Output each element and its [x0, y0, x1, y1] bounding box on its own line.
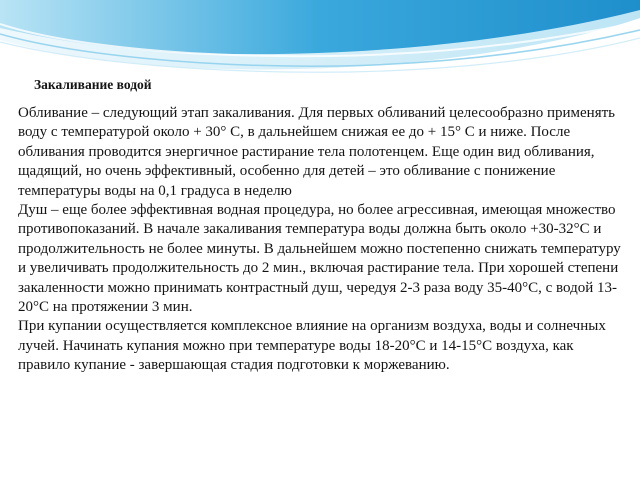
paragraph-obливание: Обливание – следующий этап закаливания. Для первых обливаний целесообразно применять воду с температурой около + 30° С, в дальнейшем снижая ее до + 15° С и ниже. После обливания проводится энергичное растирание тела полотенцем. Еще один вид обливания, щадящий, но очень эффективный, особенно для детей – это обливание с понижение температуры воды на 0,1 градуса в неделю: [18, 105, 615, 199]
slide-title: Закаливание водой: [34, 77, 152, 92]
paragraph-dush: Душ – еще более эффективная водная процедура, но более агрессивная, имеющая множество противопоказаний. В начале закаливания температура воды должна быть около +30-32°С и продолжительность не более минуты. В дальнейшем можно постепенно снижать температуру и увеличивать продолжительность до 2 мин., включая растирание тела. При хорошей степени закаленности можно принимать контрастный душ, чередуя 2-3 раза воду 35-40°С, с водой 13-20°С на протяжении 3 мин.: [18, 202, 621, 316]
paragraph-kupanie: При купании осуществляется комплексное влияние на организм воздуха, воды и солнечных лучей. Начинать купания можно при температуре воды 18-20°С и 14-15°С воздуха, как правило купание - завершающая стадия подготовки к моржеванию.: [18, 318, 606, 374]
slide-body: [18, 104, 624, 376]
